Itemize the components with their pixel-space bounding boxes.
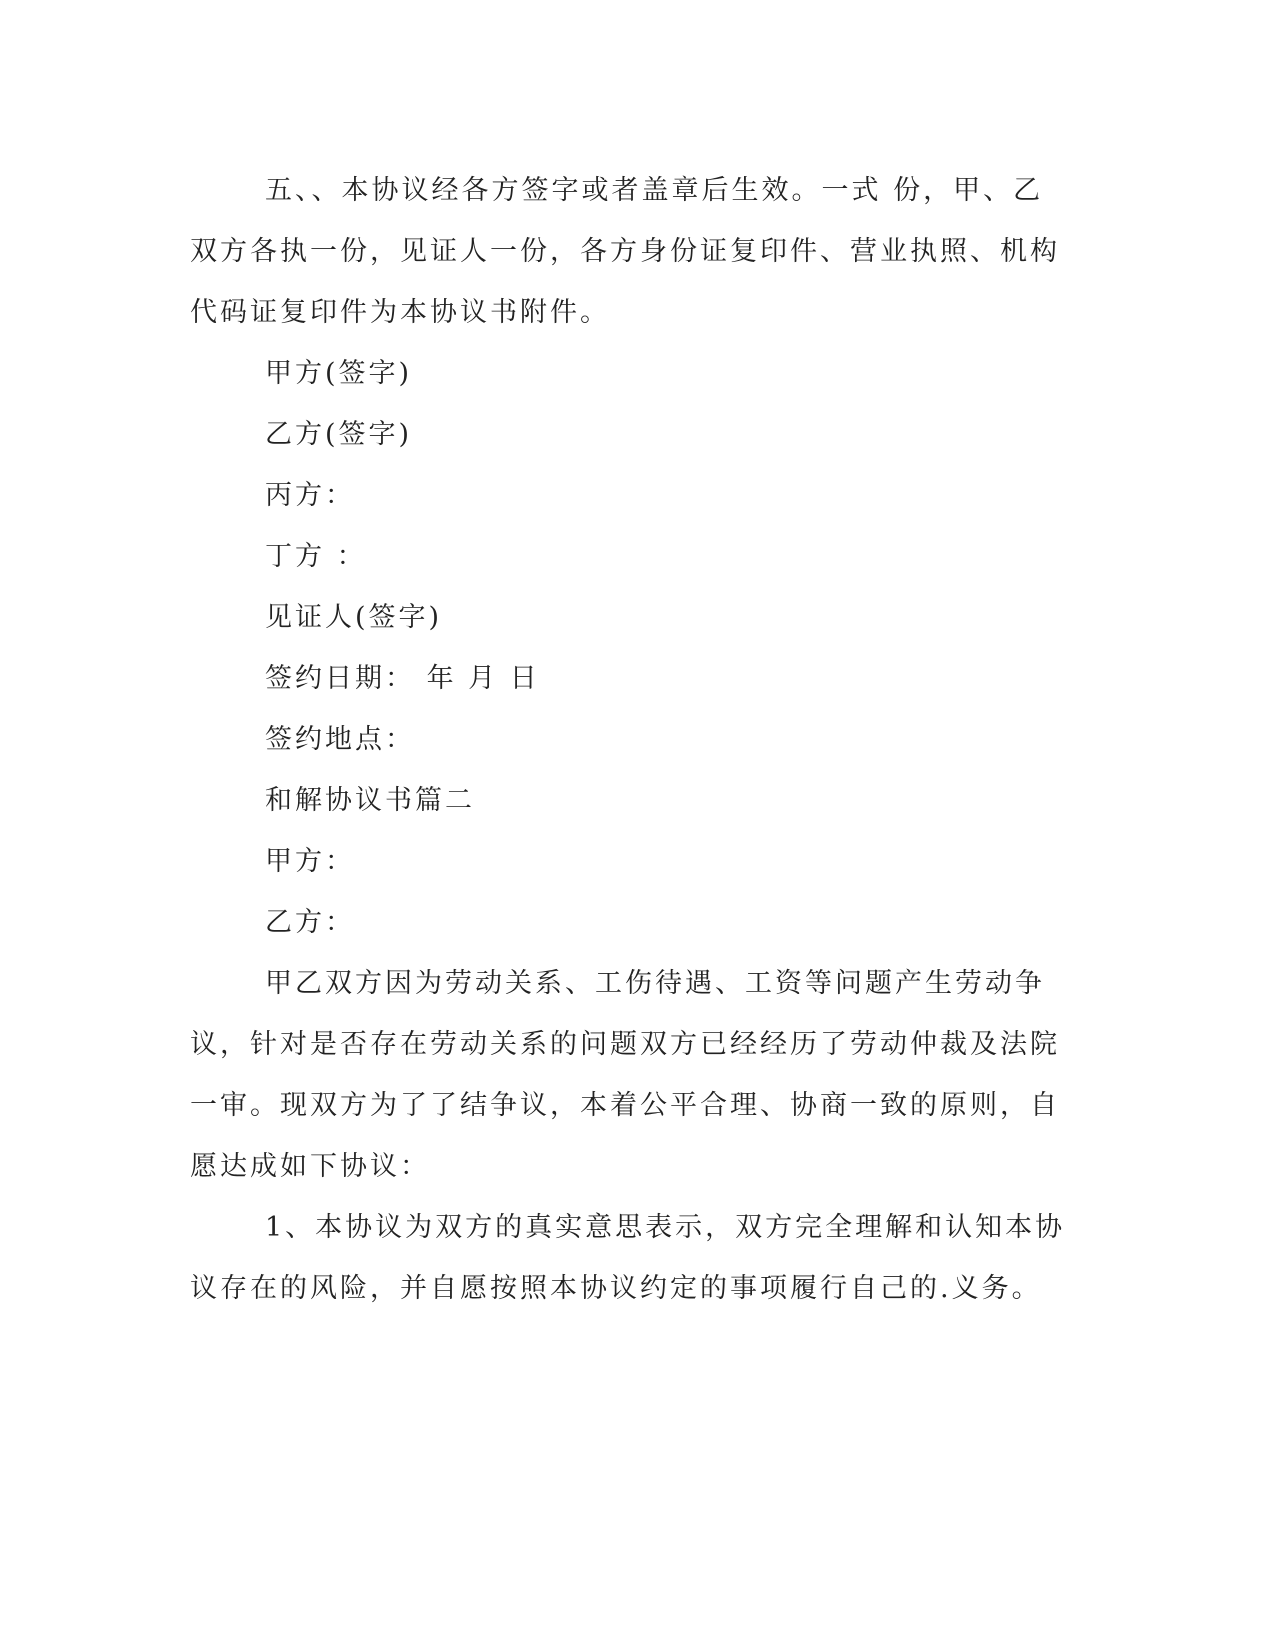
party-d-line: 丁方 ： <box>265 541 367 572</box>
party-c-line: 丙方： <box>265 480 355 511</box>
party-a-signature-line: 甲方(签字) <box>265 358 413 389</box>
party-b-line: 乙方： <box>265 907 355 938</box>
signing-place-line: 签约地点： <box>265 724 415 755</box>
section-title: 和解协议书篇二 <box>265 785 475 816</box>
party-a-line: 甲方： <box>265 846 355 877</box>
document-body <box>190 160 1070 1319</box>
signing-date-line: 签约日期： 年 月 日 <box>265 663 540 694</box>
dispute-background-paragraph: 甲乙双方因为劳动关系、工伤待遇、工资等问题产生劳动争议，针对是否存在劳动关系的问题双方已经经历了劳动仲裁及法院一审。现双方为了了结争议，本着公平合理、协商一致的原则，自愿达成如下协议： <box>190 968 1060 1182</box>
witness-signature-line: 见证人(签字) <box>265 602 443 633</box>
clause-1-paragraph: 1、本协议为双方的真实意思表示，双方完全理解和认知本协议存在的风险，并自愿按照本协议约定的事项履行自己的.义务。 <box>190 1212 1066 1304</box>
party-b-signature-line: 乙方(签字) <box>265 419 413 450</box>
effectiveness-clause-paragraph: 五、、本协议经各方签字或者盖章后生效。一式 份，甲、乙双方各执一份，见证人一份，各方身份证复印件、营业执照、机构代码证复印件为本协议书附件。 <box>190 175 1060 328</box>
